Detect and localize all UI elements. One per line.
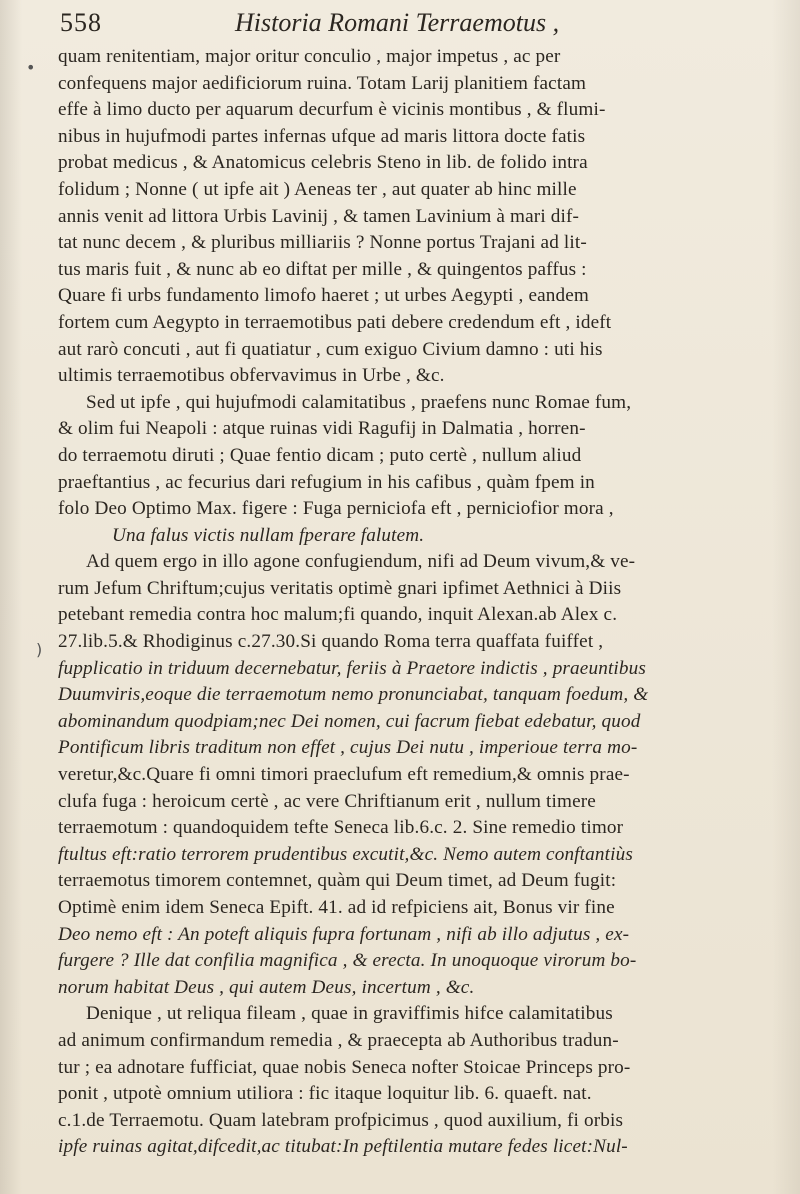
text-line: ipfe ruinas agitat,difcedit,ac titubat:In peftilentia mutare fedes licet:Nul- <box>58 1136 628 1158</box>
text-line: Deo nemo eft : An poteft aliquis fupra fortunam , nifi ab illo adjutus , ex- <box>58 923 630 945</box>
text-line: ad animum confirmandum remedia , & praecepta ab Authoribus tradun- <box>58 1029 619 1051</box>
text-line: Duumviris,eoque die terraemotum nemo pronunciabat, tanquam foedum, & <box>58 684 649 706</box>
text-line: veretur,&c.Quare fi omni timori praeclufum eft remedium,& omnis prae- <box>58 764 630 786</box>
text-line: & olim fui Neapoli : atque ruinas vidi Ragufij in Dalmatia , horren- <box>58 418 586 440</box>
text-line: Quare fi urbs fundamento limofo haeret ; ut urbes Aegypti , eandem <box>58 285 590 307</box>
text-line: ftultus eft:ratio terrorem prudentibus excutit,&c. Nemo autem conftantiùs <box>58 843 633 865</box>
body-text <box>58 44 748 1161</box>
page-number: 558 <box>60 8 102 37</box>
text-line: Ad quem ergo in illo agone confugiendum, nifi ad Deum vivum,& ve- <box>86 551 636 573</box>
text-line: probat medicus , & Anatomicus celebris Steno in lib. de folido intra <box>58 152 588 174</box>
text-line: annis venit ad littora Urbis Lavinij , & tamen Lavinium à mari dif- <box>58 205 580 227</box>
text-line: ultimis terraemotibus obfervavimus in Urbe , &c. <box>58 365 445 387</box>
text-line: quam renitentiam, major oritur conculio , major impetus , ac per <box>58 46 561 67</box>
text-line: furgere ? Ille dat confilia magnifica , & erecta. In unoquoque virorum bo- <box>58 950 637 972</box>
text-line: Denique , ut reliqua fileam , quae in graviffimis hifce calamitatibus <box>86 1003 613 1025</box>
text-line: aut rarò concuti , aut fi quatiatur , cum exiguo Civium damno : uti his <box>58 338 603 360</box>
spine-shadow <box>0 0 22 1194</box>
text-line: Optimè enim idem Seneca Epift. 41. ad id refpiciens ait, Bonus vir fine <box>58 897 615 918</box>
page-edge-shadow <box>772 0 800 1194</box>
text-line: fortem cum Aegypto in terraemotibus pati debere credendum eft , ideft <box>58 311 612 333</box>
text-line: tur ; ea adnotare fufficiat, quae nobis Seneca nofter Stoicae Princeps pro- <box>58 1056 631 1078</box>
text-line: 27.lib.5.& Rhodiginus c.27.30.Si quando Roma terra quaffata fuiffet , <box>58 631 604 653</box>
text-line: praeftantius , ac fecurius dari refugium in his cafibus , quàm fpem in <box>58 471 595 493</box>
text-line: norum habitat Deus , qui autem Deus, incertum , &c. <box>58 976 475 998</box>
text-line: folo Deo Optimo Max. figere : Fuga perniciofa eft , perniciofior mora , <box>58 498 614 520</box>
text-line: folidum ; Nonne ( ut ipfe ait ) Aeneas ter , aut quater ab hinc mille <box>58 178 577 200</box>
text-line: Una falus victis nullam fperare falutem. <box>112 524 425 546</box>
text-line: ponit , utpotè omnium utiliora : fic itaque loquitur lib. 6. quaeft. nat. <box>58 1083 592 1105</box>
text-line: terraemotum : quandoquidem tefte Seneca lib.6.c. 2. Sine remedio timor <box>58 817 624 839</box>
text-line: c.1.de Terraemotu. Quam latebram profpicimus , quod auxilium, fi orbis <box>58 1109 624 1131</box>
margin-mark-dot: • <box>26 58 36 77</box>
margin-mark-bracket: ) <box>36 640 43 659</box>
text-line: tat nunc decem , & pluribus milliariis ? Nonne portus Trajani ad lit- <box>58 232 587 254</box>
text-line: Sed ut ipfe , qui hujufmodi calamitatibus , praefens nunc Romae fum, <box>86 391 632 413</box>
text-line: petebant remedia contra hoc malum;fi quando, inquit Alexan.ab Alex c. <box>58 604 618 626</box>
text-line: nibus in hujufmodi partes infernas ufque ad maris littora docte fatis <box>58 125 586 147</box>
text-line: rum Jefum Chriftum;cujus veritatis optimè gnari ipfimet Aethnici à Diis <box>58 577 622 599</box>
text-line: abominandum quodpiam;nec Dei nomen, cui facrum fiebat edebatur, quod <box>58 710 641 732</box>
text-line: Pontificum libris traditum non effet , cujus Dei nutu , imperioue terra mo- <box>58 737 638 759</box>
text-line: confequens major aedificiorum ruina. Totam Larij planitiem factam <box>58 72 587 94</box>
text-line: fupplicatio in triduum decernebatur, feriis à Praetore indictis , praeuntibus <box>58 657 647 679</box>
page-header <box>60 8 740 48</box>
text-line: do terraemotu diruti ; Quae fentio dicam ; puto certè , nullum aliud <box>58 444 582 466</box>
text-line: clufa fuga : heroicum certè , ac vere Chriftianum erit , nullum timere <box>58 790 596 812</box>
text-line: terraemotus timorem contemnet, quàm qui Deum timet, ad Deum fugit: <box>58 870 617 892</box>
text-line: effe à limo ducto per aquarum decurfum è vicinis montibus , & flumi- <box>58 99 606 121</box>
running-title: Historia Romani Terraemotus , <box>235 8 560 37</box>
text-line: tus maris fuit , & nunc ab eo diftat per mille , & quingentos paffus : <box>58 258 587 280</box>
